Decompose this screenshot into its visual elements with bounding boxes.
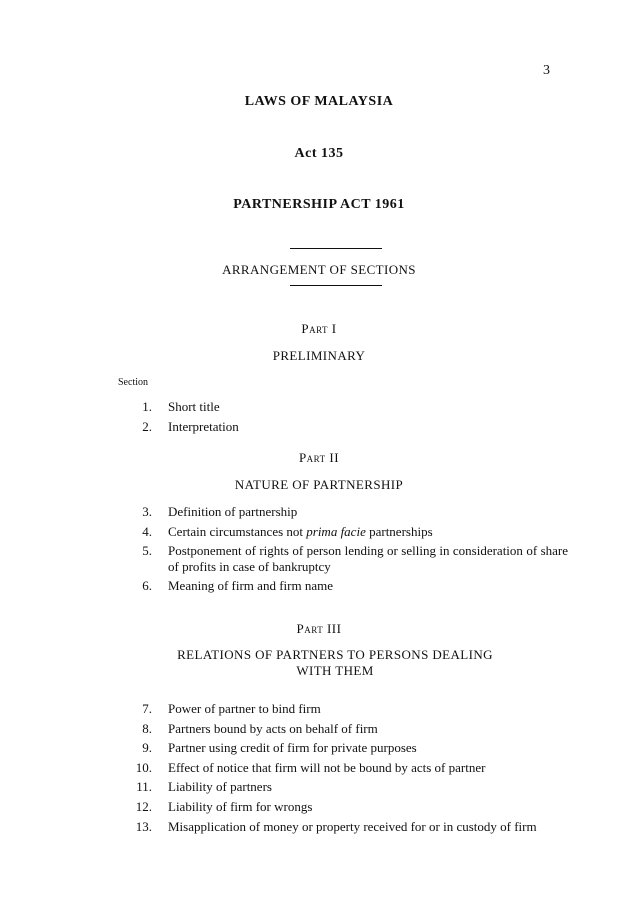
section-title [168, 522, 568, 542]
part-3-title-line-2: WITH THEM [296, 663, 374, 678]
part-1-section-list [118, 397, 568, 436]
section-title: Misapplication of money or property received for or in custody of firm [168, 818, 537, 834]
section-column-label: Section [118, 377, 148, 388]
section-number: 10. [135, 759, 152, 775]
section-title: Short title [168, 399, 220, 414]
part-3-section-list [118, 699, 568, 836]
part-3-title-line-1: RELATIONS OF PARTNERS TO PERSONS DEALING [177, 647, 493, 662]
list-item [118, 777, 568, 797]
section-number: 7. [142, 701, 152, 716]
section-title: Interpretation [168, 418, 239, 434]
arrangement-heading: ARRANGEMENT OF SECTIONS [222, 262, 416, 277]
section-title: Meaning of firm and firm name [168, 578, 333, 594]
part-2-section-list [118, 502, 568, 596]
list-item [118, 397, 568, 417]
list-item [118, 758, 568, 778]
section-title: Power of partner to bind firm [168, 701, 321, 716]
part-3-label: Part III [296, 621, 342, 636]
part-1-title: PRELIMINARY [272, 348, 366, 363]
list-item [118, 797, 568, 817]
section-title-italic: prima facie [306, 523, 366, 539]
section-title: Liability of partners [168, 779, 272, 795]
section-number: 4. [142, 523, 152, 539]
list-item [118, 699, 568, 719]
section-title: Definition of partnership [168, 504, 298, 519]
section-title: Postponement of rights of person lending or selling in consideration of share of profits in case of bankruptcy [168, 543, 568, 575]
act-number: Act 135 [294, 146, 344, 161]
section-number: 5. [142, 543, 152, 559]
part-2-label: Part II [298, 450, 340, 465]
list-item [118, 417, 568, 437]
part-2-title: NATURE OF PARTNERSHIP [234, 477, 404, 492]
list-item [118, 738, 568, 758]
list-item [118, 522, 568, 542]
list-item [118, 576, 568, 596]
part-1-label: Part I [301, 321, 337, 336]
list-item [118, 719, 568, 739]
list-item [118, 502, 568, 522]
top-rule [290, 248, 382, 249]
bottom-rule [290, 285, 382, 286]
section-number: 3. [142, 504, 152, 519]
section-number: 1. [142, 399, 152, 414]
laws-title: LAWS OF MALAYSIA [244, 94, 394, 109]
page-number: 3 [543, 63, 550, 78]
section-number: 13. [135, 818, 152, 834]
list-item [118, 817, 568, 837]
section-title: Partner using credit of firm for private purposes [168, 740, 417, 756]
section-number: 12. [135, 798, 152, 814]
section-title-part: Certain circumstances not [168, 523, 307, 539]
list-item [118, 541, 568, 576]
section-number: 2. [142, 418, 152, 434]
section-number: 6. [142, 578, 152, 594]
act-title: PARTNERSHIP ACT 1961 [233, 197, 405, 212]
section-title: Liability of firm for wrongs [168, 798, 313, 814]
section-number: 9. [142, 740, 152, 756]
section-title: Effect of notice that firm will not be bound by acts of partner [168, 759, 486, 775]
section-number: 11. [136, 779, 152, 795]
section-title-part: partnerships [365, 523, 433, 539]
section-title: Partners bound by acts on behalf of firm [168, 720, 378, 736]
section-number: 8. [142, 720, 152, 736]
